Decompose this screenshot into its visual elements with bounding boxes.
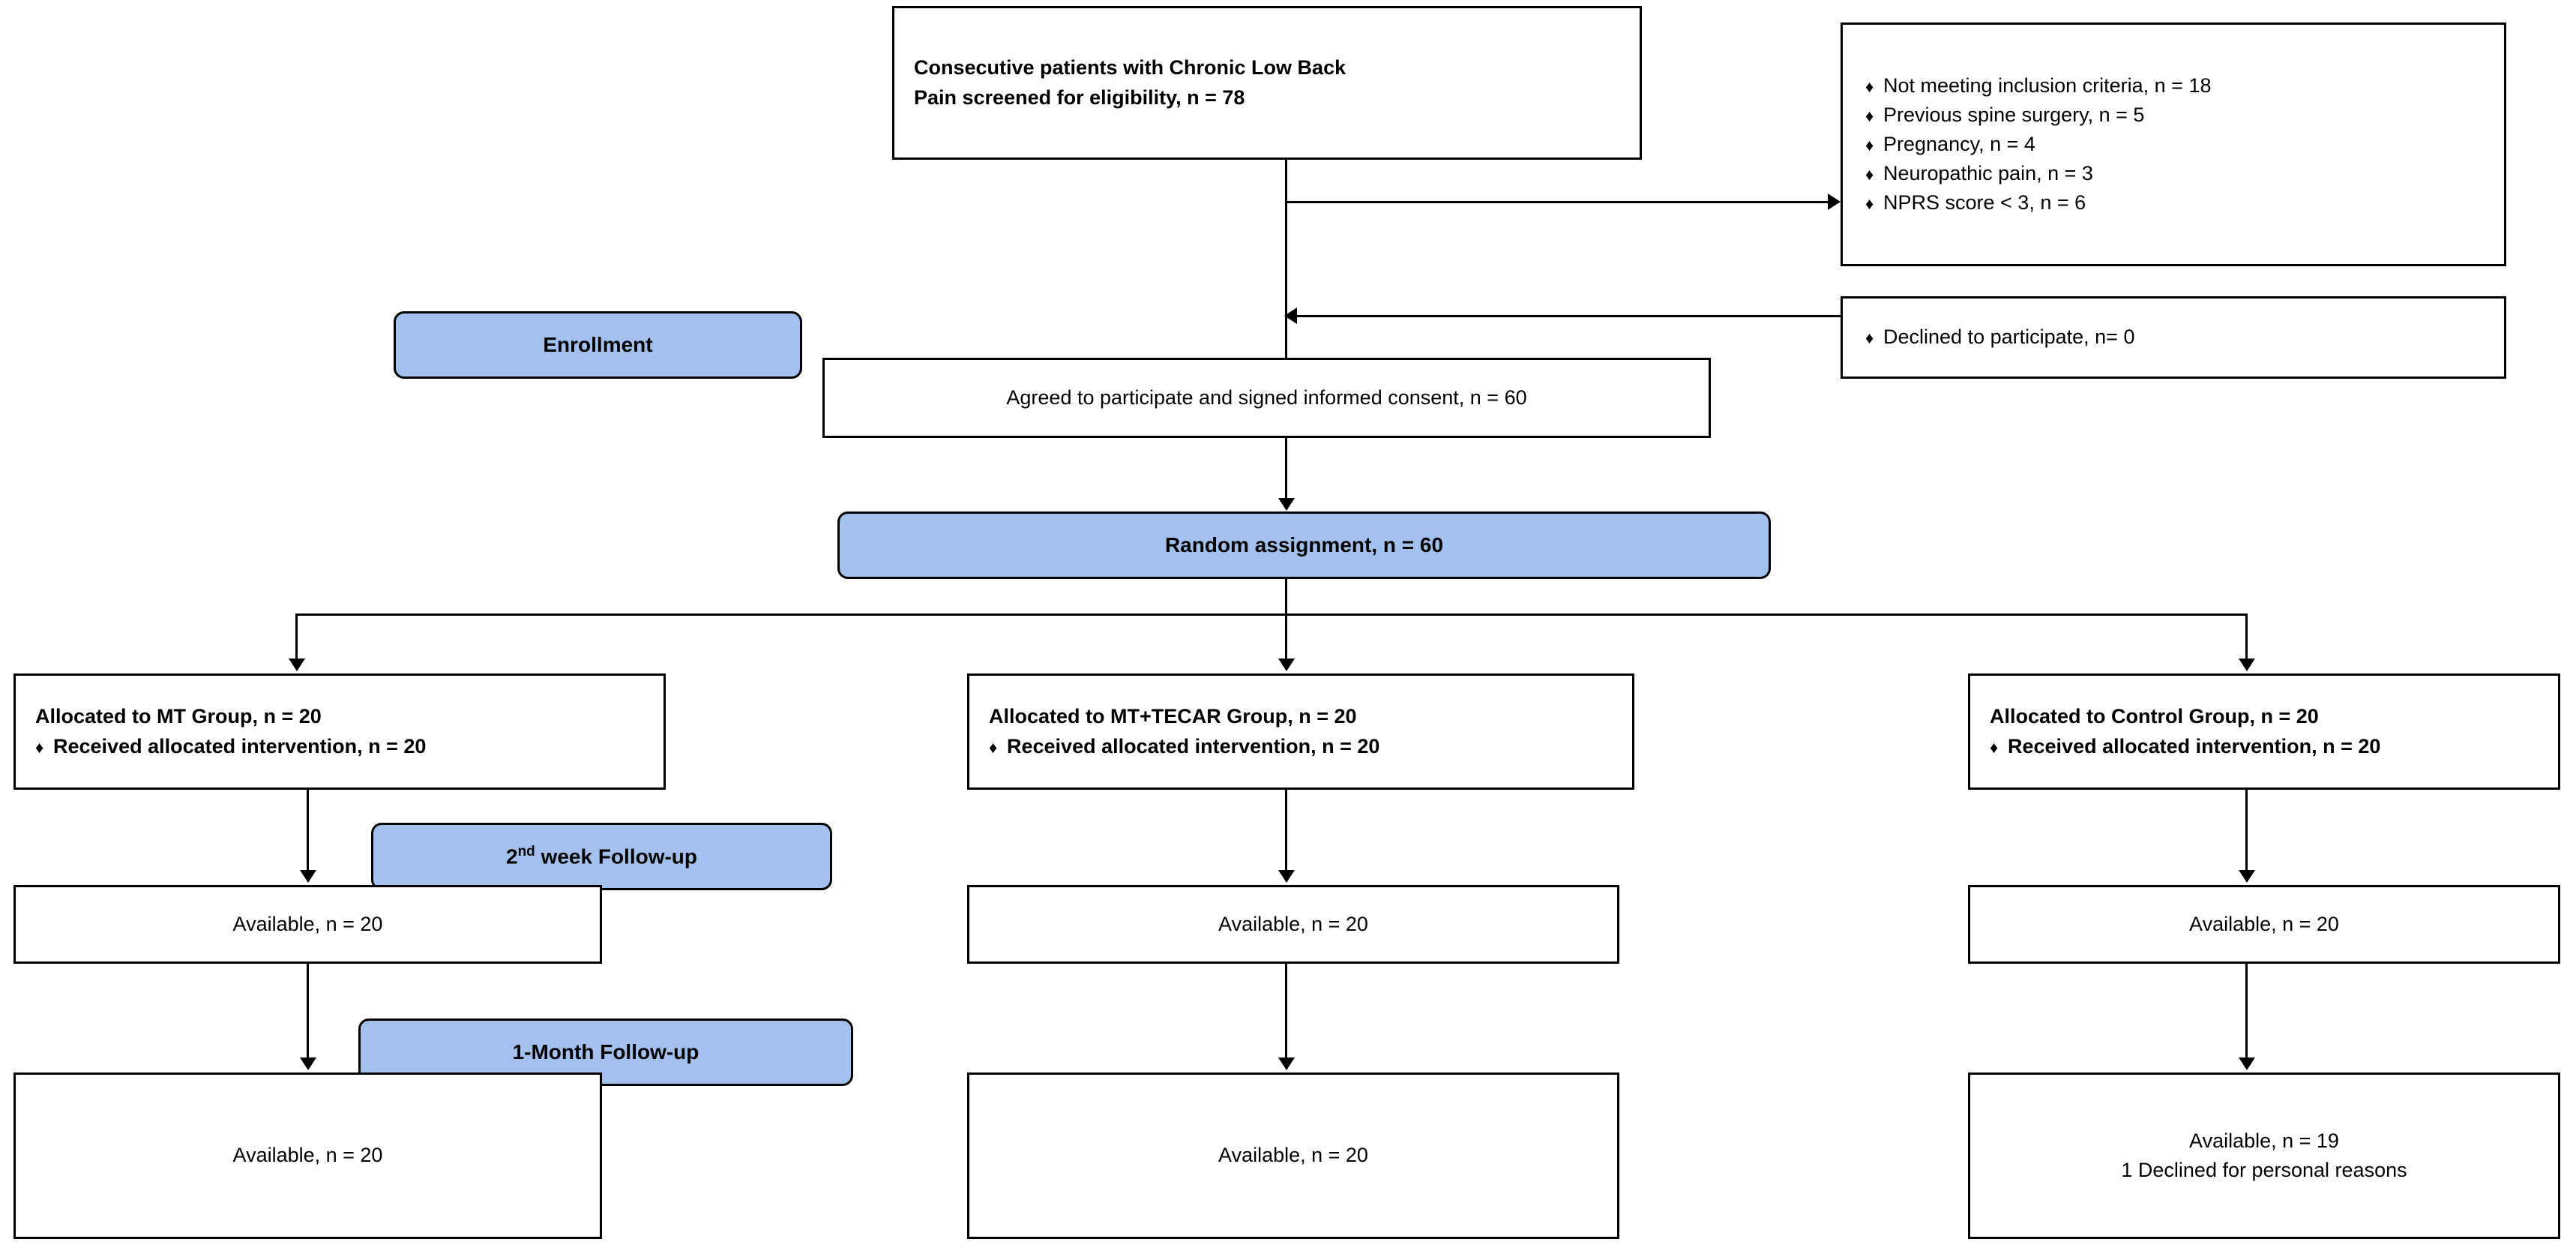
arrow-drop-mt — [289, 658, 305, 671]
connector-control-week2-to-month1 — [2245, 964, 2248, 1058]
node-month1-mt-tecar — [967, 1072, 1619, 1239]
arrow-mt-alloc-to-week2 — [300, 870, 316, 883]
arrow-mt-tecar-week2-to-month1 — [1278, 1058, 1295, 1070]
arrow-drop-control — [2239, 658, 2255, 671]
connector-drop-mt-tecar — [1285, 614, 1287, 660]
connector-mt-tecar-week2-to-month1 — [1285, 964, 1287, 1058]
label-week2-num: 2 — [505, 844, 518, 868]
label-enrollment — [394, 311, 802, 379]
month1-control-line-1: Available, n = 19 — [2189, 1129, 2339, 1152]
connector-random-down — [1285, 579, 1287, 615]
node-month1-mt — [13, 1072, 602, 1239]
node-randomization — [837, 512, 1771, 579]
week2-mt-line-1: Available, n = 20 — [232, 912, 383, 935]
arrow-drop-mt-tecar — [1278, 658, 1295, 671]
node-screened-line-2: Pain screened for eligibility, n = 78 — [914, 86, 1245, 109]
alloc-mt-tecar-line-1: Allocated to MT+TECAR Group, n = 20 — [989, 705, 1357, 728]
randomization-text: Random assignment, n = 60 — [1164, 533, 1444, 556]
month1-mt-tecar-line-1: Available, n = 20 — [1218, 1144, 1368, 1167]
connector-consent-down — [1285, 438, 1287, 500]
node-week2-control — [1968, 885, 2560, 964]
label-week2-sup: nd — [517, 844, 535, 860]
label-month1-text: 1-Month Follow-up — [512, 1040, 699, 1064]
alloc-mt-tecar-line-2: ♦ Received allocated intervention, n = 20 — [989, 732, 1379, 761]
node-alloc-control — [1968, 674, 2560, 790]
arrow-mt-tecar-alloc-to-week2 — [1278, 870, 1295, 883]
node-screened — [892, 6, 1642, 160]
label-week2-followup — [371, 823, 832, 890]
alloc-mt-line-2: ♦ Received allocated intervention, n = 20 — [35, 732, 426, 761]
excluded-line-2: ♦ Previous spine surgery, n = 5 — [1862, 100, 2144, 130]
excluded-line-4: ♦ Neuropathic pain, n = 3 — [1862, 159, 2093, 188]
node-excluded — [1841, 22, 2506, 266]
node-alloc-mt-tecar — [967, 674, 1634, 790]
connector-from-declined-h — [1297, 315, 1841, 317]
arrow-control-week2-to-month1 — [2239, 1058, 2255, 1070]
arrow-to-excluded — [1828, 194, 1841, 210]
connector-mt-tecar-alloc-to-week2 — [1285, 790, 1287, 871]
excluded-line-5: ♦ NPRS score < 3, n = 6 — [1862, 188, 2086, 218]
node-week2-mt-tecar — [967, 885, 1619, 964]
consent-line-1: Agreed to participate and signed informed consent, n = 60 — [1006, 386, 1527, 409]
connector-control-alloc-to-week2 — [2245, 790, 2248, 871]
arrow-mt-week2-to-month1 — [300, 1058, 316, 1070]
alloc-control-line-2: ♦ Received allocated intervention, n = 20 — [1990, 732, 2380, 761]
arrow-control-alloc-to-week2 — [2239, 870, 2255, 883]
node-screened-line-1: Consecutive patients with Chronic Low Back — [914, 56, 1346, 80]
label-week2-rest: week Follow-up — [535, 844, 698, 868]
excluded-line-3: ♦ Pregnancy, n = 4 — [1862, 130, 2035, 159]
month1-control-line-2: 1 Declined for personal reasons — [2121, 1159, 2407, 1181]
arrow-consent-to-random — [1278, 498, 1295, 511]
declined-line-1: ♦ Declined to participate, n= 0 — [1862, 322, 2134, 352]
month1-mt-line-1: Available, n = 20 — [232, 1144, 383, 1167]
connector-drop-mt — [295, 614, 298, 660]
alloc-control-line-1: Allocated to Control Group, n = 20 — [1990, 705, 2319, 728]
week2-mt-tecar-line-1: Available, n = 20 — [1218, 912, 1368, 935]
label-week2-text — [506, 844, 697, 868]
node-week2-mt — [13, 885, 602, 964]
label-enrollment-text: Enrollment — [543, 333, 653, 356]
excluded-line-1: ♦ Not meeting inclusion criteria, n = 18 — [1862, 71, 2211, 100]
alloc-mt-line-1: Allocated to MT Group, n = 20 — [35, 705, 322, 728]
connector-to-excluded-h — [1285, 201, 1828, 203]
week2-control-line-1: Available, n = 20 — [2189, 912, 2339, 935]
connector-split-bus — [295, 614, 2248, 616]
connector-mt-alloc-to-week2 — [307, 790, 309, 871]
connector-mt-week2-to-month1 — [307, 964, 309, 1058]
node-alloc-mt — [13, 674, 666, 790]
node-month1-control — [1968, 1072, 2560, 1239]
arrow-from-declined — [1284, 308, 1297, 324]
node-declined — [1841, 296, 2506, 379]
connector-screened-down — [1285, 160, 1287, 358]
node-consent — [822, 358, 1711, 438]
connector-drop-control — [2245, 614, 2248, 660]
